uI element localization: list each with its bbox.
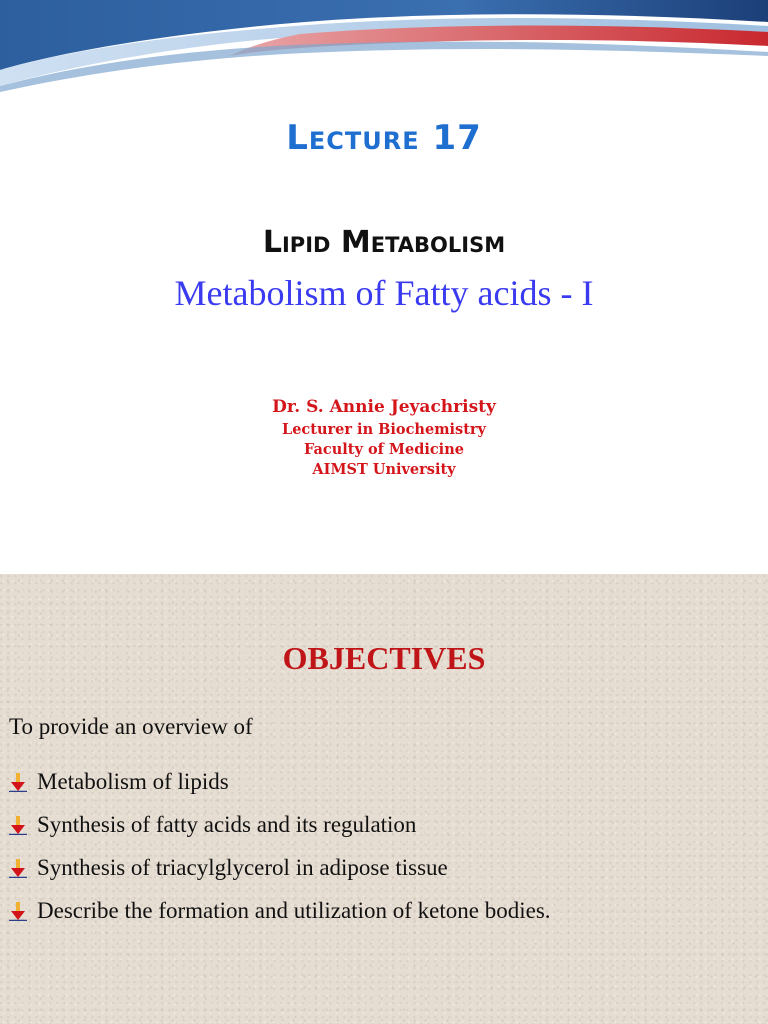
arrow-down-icon	[9, 901, 27, 921]
objectives-heading: OBJECTIVES	[282, 640, 486, 676]
author-block	[0, 394, 768, 480]
objective-text: Metabolism of lipids	[37, 768, 229, 794]
lecture-subtopic: Metabolism of Fatty acids - I	[174, 273, 594, 313]
arrow-down-icon	[9, 815, 27, 835]
author-position: Lecturer in Biochemistry	[282, 421, 486, 438]
objective-text: Describe the formation and utilization of ketone bodies.	[37, 897, 551, 923]
lecture-topic: Lipid Metabolism	[262, 225, 506, 260]
author-faculty: Faculty of Medicine	[304, 441, 464, 458]
objectives-intro: To provide an overview of	[9, 714, 253, 739]
list-item	[9, 846, 551, 889]
list-item	[9, 760, 551, 803]
list-item	[9, 803, 551, 846]
objective-text: Synthesis of triacylglycerol in adipose tissue	[37, 854, 448, 880]
arrow-down-icon	[9, 858, 27, 878]
objective-text: Synthesis of fatty acids and its regulation	[37, 811, 417, 837]
arrow-down-icon	[9, 772, 27, 792]
lecture-number: Lecture 17	[286, 118, 482, 158]
swoosh-wave-header	[0, 0, 768, 100]
author-university: AIMST University	[312, 461, 456, 478]
objectives-list	[9, 760, 551, 932]
author-name: Dr. S. Annie Jeyachristy	[272, 397, 496, 417]
list-item	[9, 889, 551, 932]
objectives-slide	[0, 574, 768, 1024]
